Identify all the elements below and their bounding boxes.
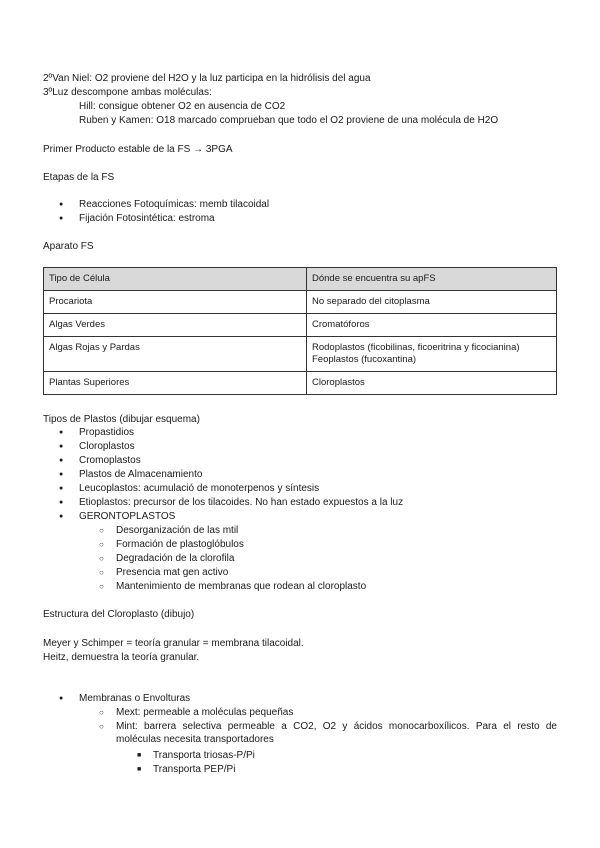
bullet-icon: ● — [59, 443, 64, 450]
list-item-label: Reacciones Fotoquímicas: memb tilacoidal — [79, 199, 270, 210]
list-item-label: Transporta triosas-P/Pi — [153, 750, 255, 761]
sub-list-item — [99, 706, 294, 719]
sub-list-item — [99, 524, 239, 537]
list-item — [59, 198, 270, 211]
cell-donde — [307, 337, 557, 372]
table-row — [44, 314, 557, 337]
list-item-label: Formación de plastoglóbulos — [116, 539, 244, 550]
list-item-label: Mext: permeable a moléculas pequeñas — [116, 707, 294, 718]
cell-donde: Cloroplastos — [307, 372, 557, 395]
aparato-table — [43, 267, 557, 395]
cell-tipo: Procariota — [44, 291, 307, 314]
list-item-label: Desorganización de las mtil — [116, 525, 239, 536]
sub-sub-list-item — [137, 749, 255, 762]
bullet-icon: ● — [59, 471, 64, 478]
table-row — [44, 337, 557, 372]
bullet-icon: ● — [59, 215, 64, 222]
list-item-label: Mint: barrera selectiva permeable a CO2, O2 y ácidos monocarboxílicos. Para el resto de moléculas necesita transportadores — [116, 721, 557, 745]
cell-tipo: Algas Rojas y Pardas — [44, 337, 307, 372]
bullet-icon: ● — [59, 485, 64, 492]
table-header-row — [44, 268, 557, 291]
cell-tipo: Algas Verdes — [44, 314, 307, 337]
aparato-title: Aparato FS — [43, 241, 94, 252]
list-item-label: Membranas o Envolturas — [79, 693, 191, 704]
list-item-label: Cromoplastos — [79, 455, 141, 466]
list-item-label: Transporta PEP/Pi — [153, 764, 236, 775]
hill-line: Hill: consigue obtener O2 en ausencia de CO2 — [79, 101, 286, 112]
sub-list-item — [99, 566, 229, 579]
cell-tipo: Plantas Superiores — [44, 372, 307, 395]
list-item-label: Propastidios — [79, 427, 135, 438]
list-item-label: Plastos de Almacenamiento — [79, 469, 203, 480]
table-row — [44, 291, 557, 314]
meyer-line: Meyer y Schimper = teoría granular = membrana tilacoidal. — [43, 638, 304, 649]
list-item-label: Leucoplastos: acumulació de monoterpenos y síntesis — [79, 483, 320, 494]
square-bullet-icon: ■ — [137, 752, 142, 759]
circle-bullet-icon: ○ — [99, 708, 104, 717]
heitz-line: Heitz, demuestra la teoría granular. — [43, 652, 200, 663]
list-item — [59, 482, 320, 495]
sub-list-item — [99, 580, 367, 593]
estructura-title: Estructura del Cloroplasto (dibujo) — [43, 609, 195, 620]
bullet-icon: ● — [59, 695, 64, 702]
circle-bullet-icon: ○ — [99, 554, 104, 563]
list-item — [59, 212, 215, 225]
header-donde: Dónde se encuentra su apFS — [307, 268, 557, 291]
cell-donde-line1: Rodoplastos (ficobilinas, ficoeritrina y ficocianina) — [312, 342, 520, 353]
circle-bullet-icon: ○ — [99, 582, 104, 591]
plastos-title: Tipos de Plastos (dibujar esquema) — [43, 414, 200, 425]
sub-list-item — [99, 538, 244, 551]
bullet-icon: ● — [59, 499, 64, 506]
list-item — [59, 440, 135, 453]
table-row — [44, 372, 557, 395]
list-item — [59, 454, 141, 467]
list-item — [59, 496, 404, 509]
cell-donde: No separado del citoplasma — [307, 291, 557, 314]
sub-list-item — [99, 552, 235, 565]
list-item-label: Cloroplastos — [79, 441, 135, 452]
bullet-icon: ● — [59, 429, 64, 436]
list-item — [59, 692, 191, 705]
square-bullet-icon: ■ — [137, 766, 142, 773]
list-item — [59, 426, 135, 439]
circle-bullet-icon: ○ — [99, 568, 104, 577]
circle-bullet-icon: ○ — [99, 526, 104, 535]
bullet-icon: ● — [59, 513, 64, 520]
etapas-title: Etapas de la FS — [43, 172, 115, 183]
list-item — [59, 468, 203, 481]
van-niel-line: 2ºVan Niel: O2 proviene del H2O y la luz participa en la hidrólisis del agua — [43, 73, 371, 84]
list-item-label: Etioplastos: precursor de los tilacoides. No han estado expuestos a la luz — [79, 497, 404, 508]
ruben-line: Ruben y Kamen: O18 marcado comprueban que todo el O2 proviene de una molécula de H2O — [79, 115, 499, 126]
cell-donde: Cromatóforos — [307, 314, 557, 337]
list-item-label: GERONTOPLASTOS — [79, 511, 176, 522]
list-item-label: Presencia mat gen activo — [116, 567, 229, 578]
circle-bullet-icon: ○ — [99, 540, 104, 549]
list-item — [59, 510, 176, 523]
list-item-label: Mantenimiento de membranas que rodean al cloroplasto — [116, 581, 367, 592]
cell-donde-line2: Feoplastos (fucoxantina) — [312, 354, 417, 365]
bullet-icon: ● — [59, 457, 64, 464]
list-item-label: Fijación Fotosintética: estroma — [79, 213, 215, 224]
sub-list-item — [99, 720, 557, 746]
circle-bullet-icon: ○ — [99, 722, 104, 731]
sub-sub-list-item — [137, 763, 236, 776]
header-tipo: Tipo de Célula — [44, 268, 307, 291]
primer-producto-line: Primer Producto estable de la FS → 3PGA — [43, 144, 233, 155]
list-item-label: Degradación de la clorofila — [116, 553, 235, 564]
bullet-icon: ● — [59, 201, 64, 208]
luz-line: 3ºLuz descompone ambas moléculas: — [43, 87, 212, 98]
